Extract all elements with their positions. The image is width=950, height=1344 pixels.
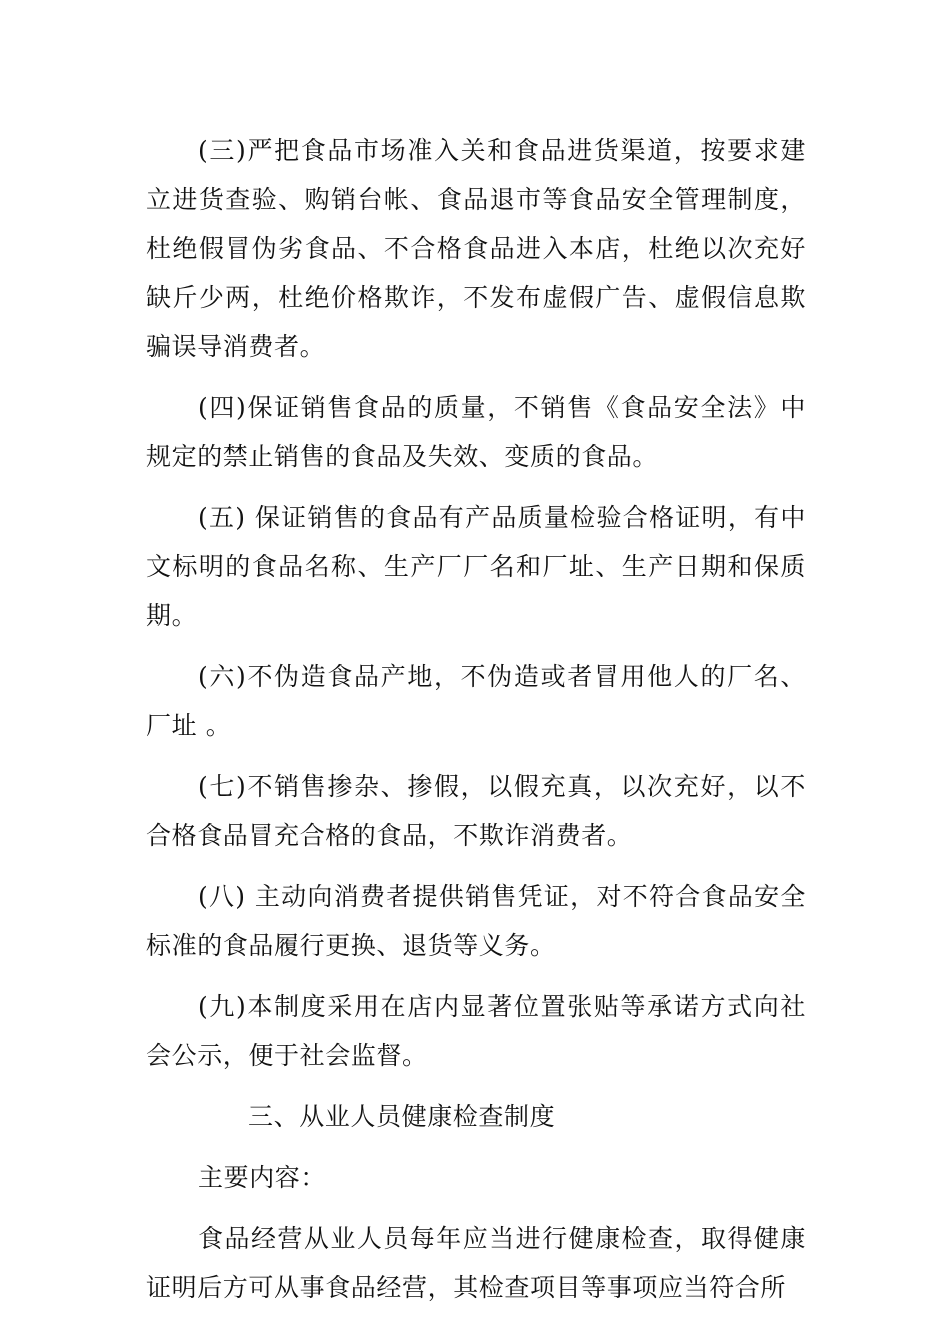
section-heading: 三、从业人员健康检查制度 [248, 1102, 556, 1131]
main-content-label: 主要内容： [198, 1163, 327, 1192]
document-page [146, 126, 806, 1324]
paragraph-item-6: (六)不伪造食品产地，不伪造或者冒用他人的厂名、厂址 。 [146, 662, 806, 740]
paragraph-item-4: (四)保证销售食品的质量，不销售《食品安全法》中规定的禁止销售的食品及失效、变质的食品。 [146, 393, 806, 471]
paragraph-item-7: (七)不销售掺杂、掺假，以假充真，以次充好，以不合格食品冒充合格的食品，不欺诈消费者。 [146, 772, 806, 850]
paragraph-item-8: (八) 主动向消费者提供销售凭证，对不符合食品安全标准的食品履行更换、退货等义务。 [146, 882, 806, 960]
final-paragraph: 食品经营从业人员每年应当进行健康检查，取得健康证明后方可从事食品经营，其检查项目等事项应当符合所 [146, 1224, 806, 1302]
paragraph-item-5: (五) 保证销售的食品有产品质量检验合格证明，有中文标明的食品名称、生产厂厂名和厂址、生产日期和保质期。 [146, 503, 806, 630]
paragraph-item-9: (九)本制度采用在店内显著位置张贴等承诺方式向社会公示，便于社会监督。 [146, 992, 806, 1070]
paragraph-item-3: (三)严把食品市场准入关和食品进货渠道，按要求建立进货查验、购销台帐、食品退市等食品安全管理制度，杜绝假冒伪劣食品、不合格食品进入本店，杜绝以次充好缺斤少两，杜绝价格欺诈，不发布虚假广告、虚假信息欺骗误导消费者。 [146, 136, 806, 361]
